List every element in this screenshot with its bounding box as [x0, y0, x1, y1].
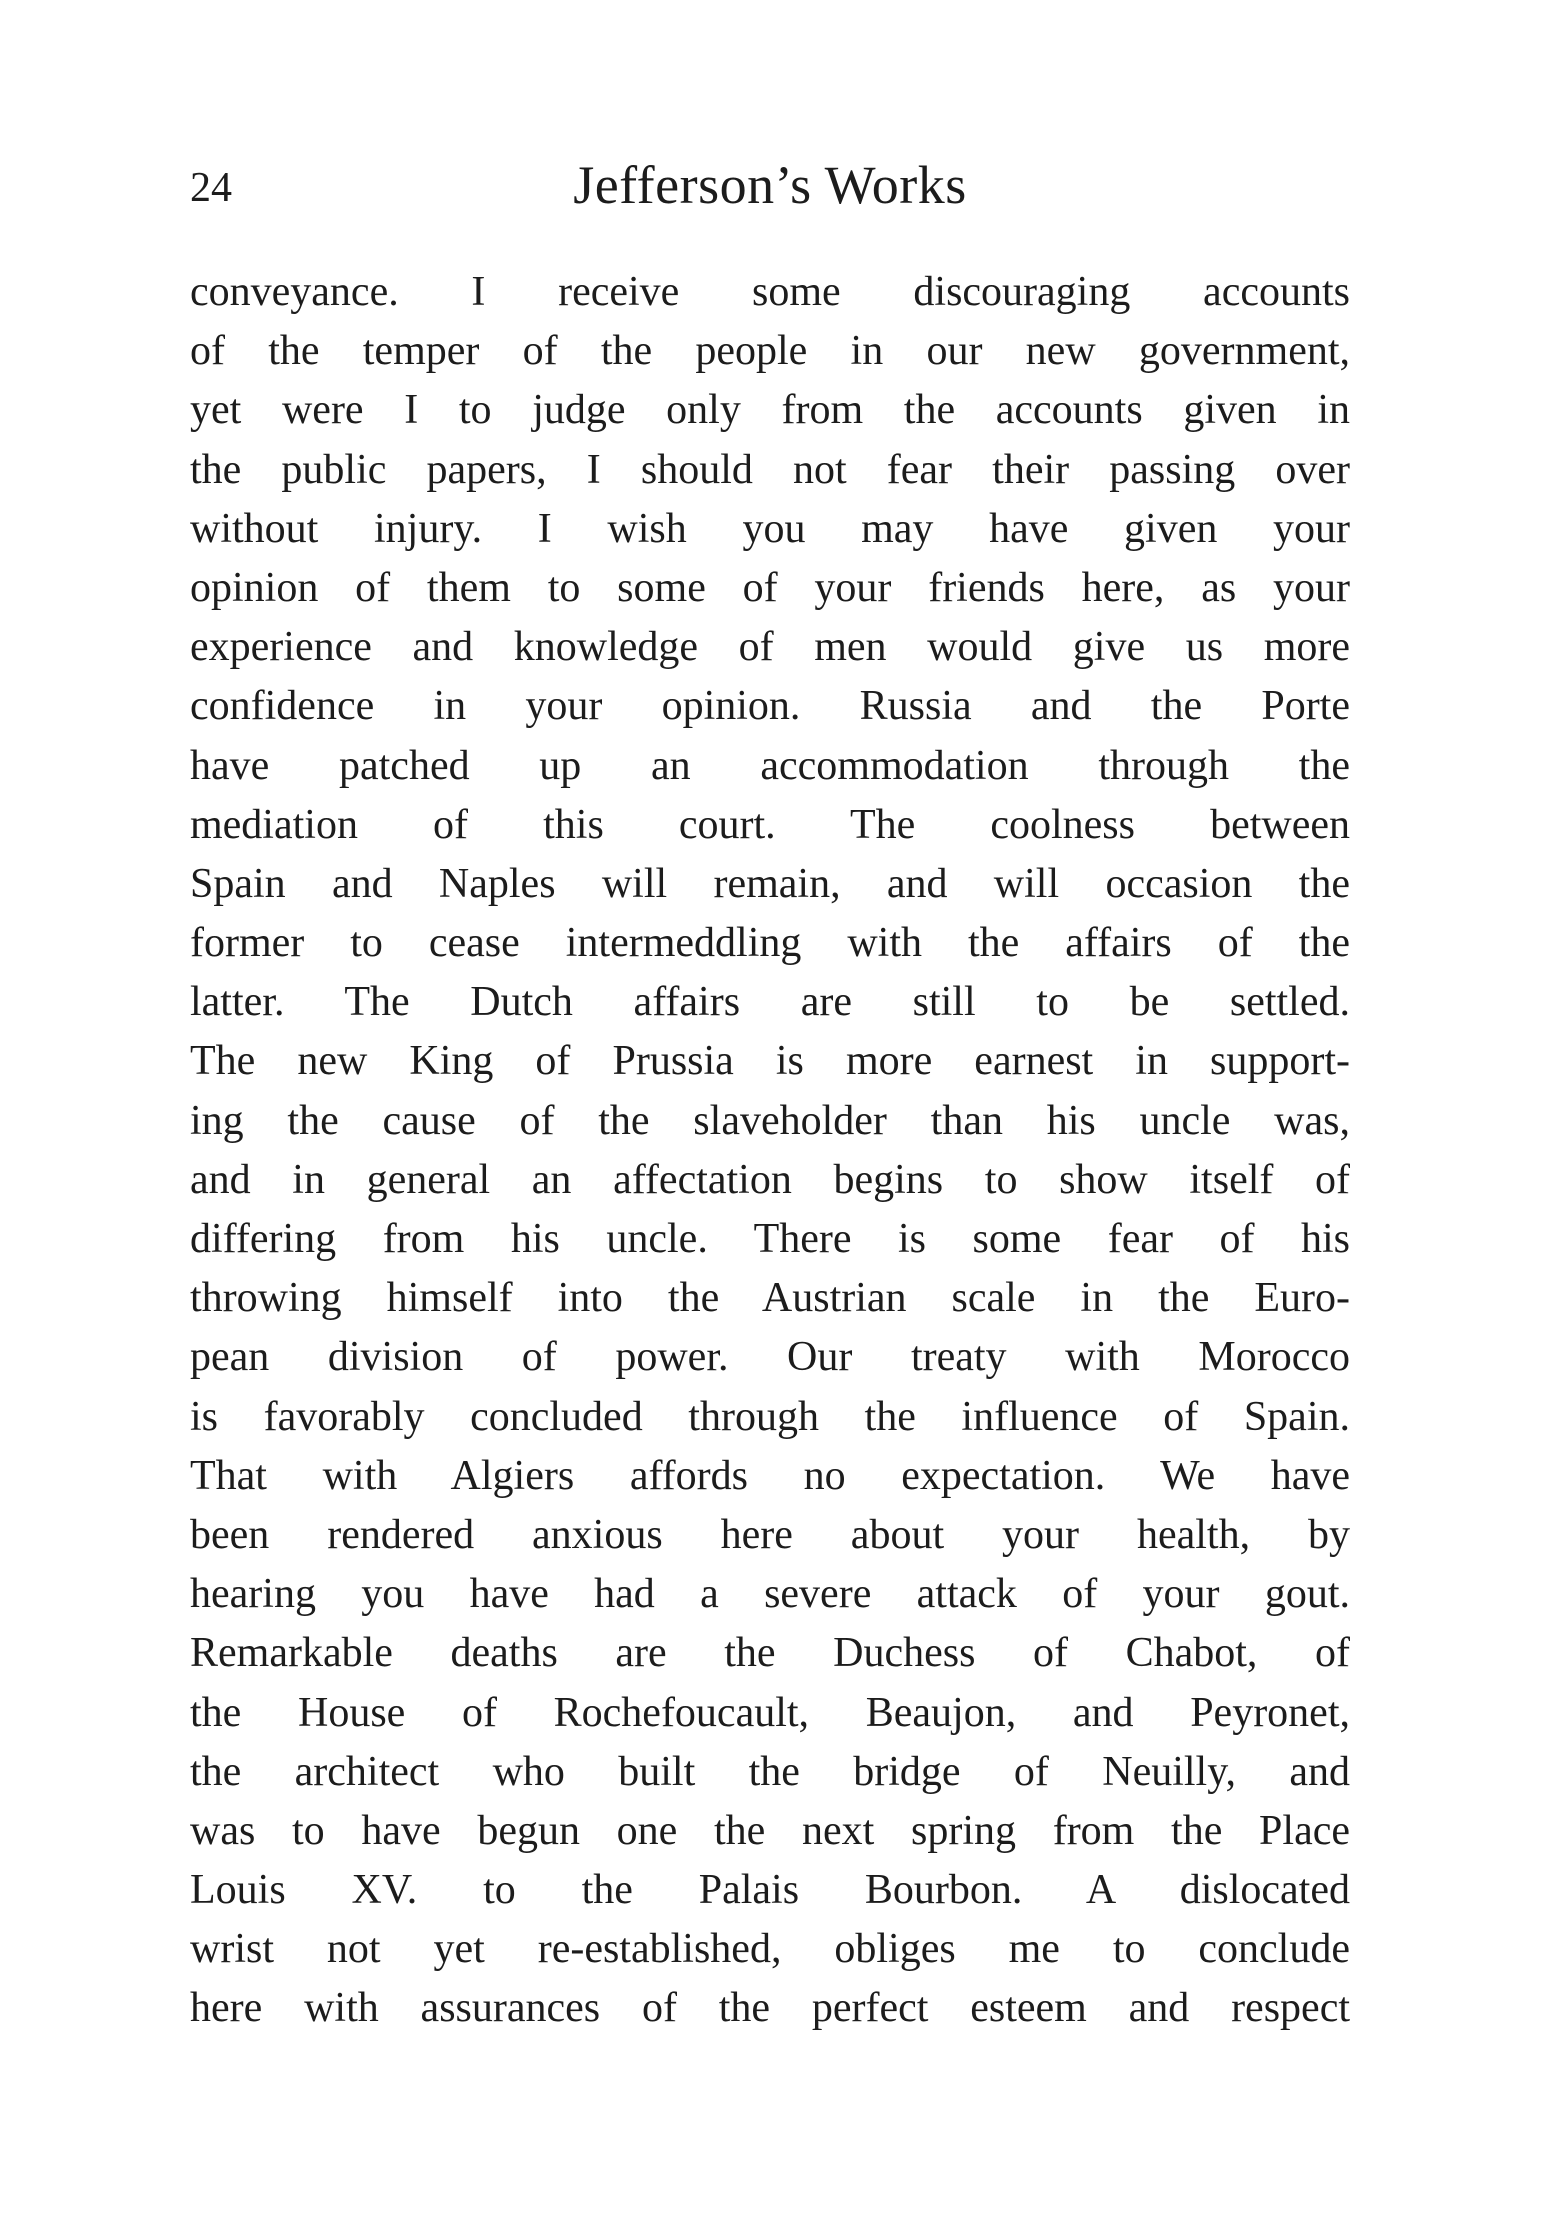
text-line: yet were I to judge only from the accounts given in — [190, 387, 1350, 434]
text-line: The new King of Prussia is more earnest in support- — [190, 1038, 1350, 1085]
text-line: differing from his uncle. There is some fear of his — [190, 1216, 1350, 1262]
text-line: pean division of power. Our treaty with Morocco — [190, 1334, 1350, 1381]
text-line: opinion of them to some of your friends here, as your — [190, 564, 1350, 611]
text-line: here with assurances of the perfect esteem and respect — [190, 1985, 1350, 2032]
text-line: have patched up an accommodation through the — [190, 742, 1350, 789]
text-line: mediation of this court. The coolness between — [190, 801, 1350, 848]
text-line: the House of Rochefoucault, Beaujon, and Peyronet, — [190, 1689, 1350, 1736]
text-line: Spain and Naples will remain, and will occasion the — [190, 860, 1350, 907]
text-line: latter. The Dutch affairs are still to be settled. — [190, 979, 1350, 1026]
text-line: wrist not yet re-established, obliges me to conclude — [190, 1926, 1350, 1973]
text-line: That with Algiers affords no expectation. We have — [190, 1452, 1350, 1499]
text-line: is favorably concluded through the influence of Spain. — [190, 1393, 1350, 1440]
text-line: was to have begun one the next spring from the Place — [190, 1807, 1350, 1854]
text-line: without injury. I wish you may have given your — [190, 505, 1350, 552]
text-line: experience and knowledge of men would give us more — [190, 624, 1350, 671]
text-line: conveyance. I receive some discouraging accounts — [190, 269, 1350, 315]
text-line: and in general an affectation begins to show itself of — [190, 1156, 1350, 1203]
text-line: the public papers, I should not fear their passing over — [190, 446, 1350, 493]
text-line: throwing himself into the Austrian scale in the Euro- — [190, 1275, 1350, 1322]
text-line: confidence in your opinion. Russia and the Porte — [190, 683, 1350, 730]
text-line: hearing you have had a severe attack of your gout. — [190, 1571, 1350, 1618]
running-title: Jefferson’s Works — [573, 155, 967, 215]
text-line: Remarkable deaths are the Duchess of Chabot, of — [190, 1630, 1350, 1677]
page-number: 24 — [190, 165, 232, 211]
text-line: former to cease intermeddling with the affairs of the — [190, 920, 1350, 967]
text-line: the architect who built the bridge of Neuilly, and — [190, 1748, 1350, 1795]
page-header — [190, 140, 1350, 230]
text-line: of the temper of the people in our new government, — [190, 328, 1350, 375]
text-line: been rendered anxious here about your health, by — [190, 1511, 1350, 1558]
body-text — [190, 263, 1350, 2039]
text-line: ing the cause of the slaveholder than his uncle was, — [190, 1097, 1350, 1144]
text-line: Louis XV. to the Palais Bourbon. A dislocated — [190, 1867, 1350, 1914]
